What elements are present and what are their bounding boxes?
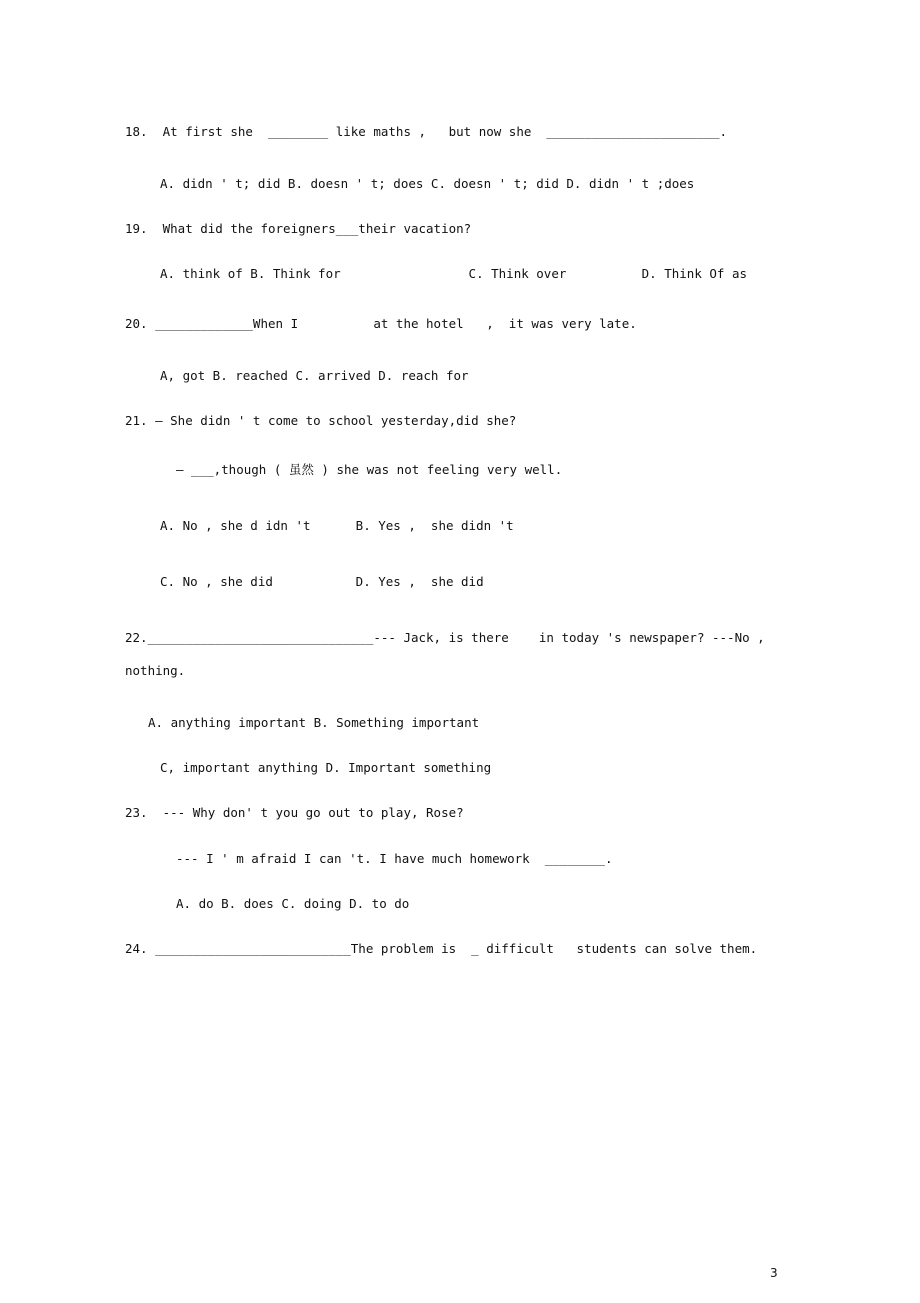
q22-options-row2: C, important anything D. Important something	[160, 760, 492, 775]
page-number: 3	[770, 1266, 778, 1280]
q21-stem: 21. — She didn ' t come to school yesterday,did she?	[125, 413, 517, 428]
q23-reply: --- I ' m afraid I can 't. I have much homework ________.	[176, 851, 613, 866]
q19-stem: 19. What did the foreigners___their vacation?	[125, 221, 472, 236]
q20-stem: 20. _____________When I at the hotel , it was very late.	[125, 316, 637, 331]
q24-stem: 24. __________________________The problem is _ difficult students can solve them.	[125, 941, 758, 956]
q18-stem: 18. At first she ________ like maths , but now she _______________________.	[125, 124, 728, 139]
q21-reply: — ___,though ( 虽然 ) she was not feeling very well.	[176, 462, 563, 477]
q21-options-row1: A. No , she d idn 't B. Yes , she didn 't	[160, 518, 514, 533]
q20-options: A, got B. reached C. arrived D. reach for	[160, 368, 469, 383]
q21-options-row2: C. No , she did D. Yes , she did	[160, 574, 484, 589]
q22-stem-cont: nothing.	[125, 663, 186, 678]
q18-options: A. didn ' t; did B. doesn ' t; does C. doesn ' t; did D. didn ' t ;does	[160, 176, 695, 191]
q22-options-row1: A. anything important B. Something important	[148, 715, 480, 730]
q23-stem: 23. --- Why don' t you go out to play, Rose?	[125, 805, 464, 820]
q22-stem: 22.______________________________--- Jack, is there in today 's newspaper? ---No ,	[125, 630, 765, 645]
q19-options: A. think of B. Think for C. Think over D. Think Of as	[160, 266, 747, 281]
q23-options: A. do B. does C. doing D. to do	[176, 896, 410, 911]
